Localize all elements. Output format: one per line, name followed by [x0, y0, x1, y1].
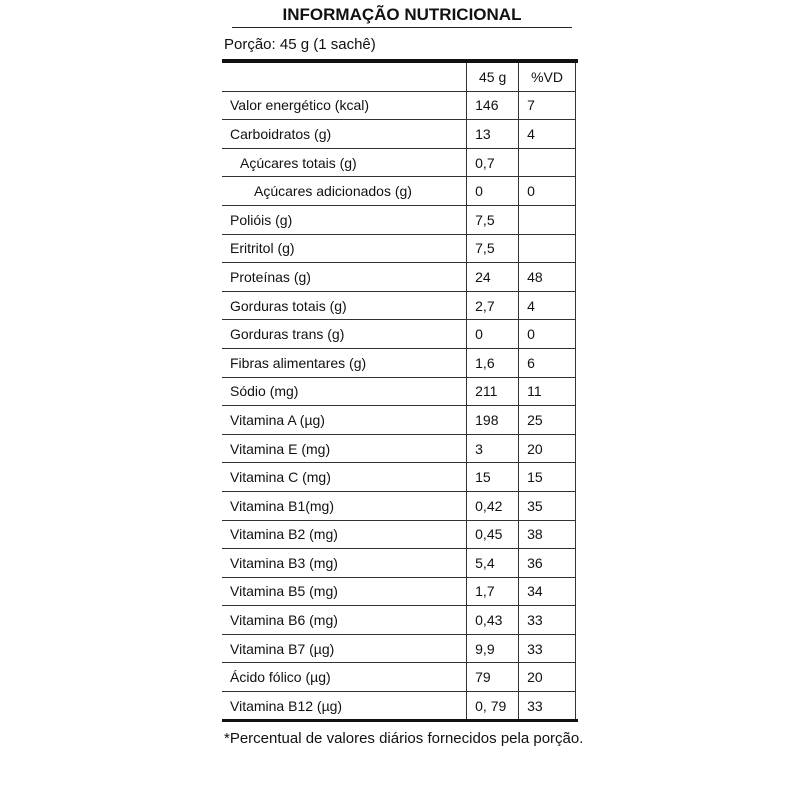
table-row: [222, 348, 576, 377]
table-row: [222, 320, 576, 349]
row-vd: 36: [519, 549, 576, 578]
row-label: Vitamina C (mg): [222, 463, 467, 492]
row-qty: 0: [467, 320, 519, 349]
table-row: [222, 634, 576, 663]
table-row: [222, 291, 576, 320]
table-row: [222, 263, 576, 292]
row-label: Polióis (g): [222, 205, 467, 234]
row-label: Vitamina A (µg): [222, 406, 467, 435]
row-vd: 35: [519, 491, 576, 520]
table-row: [222, 377, 576, 406]
table-row: [222, 91, 576, 120]
row-label: Vitamina B3 (mg): [222, 549, 467, 578]
row-vd: 38: [519, 520, 576, 549]
table-row: [222, 692, 576, 720]
row-vd: 15: [519, 463, 576, 492]
row-vd: 25: [519, 406, 576, 435]
row-label: Ácido fólico (µg): [222, 663, 467, 692]
row-label: Vitamina B5 (mg): [222, 577, 467, 606]
row-qty: 79: [467, 663, 519, 692]
table-row: [222, 177, 576, 206]
row-vd: 33: [519, 634, 576, 663]
row-vd: [519, 205, 576, 234]
header-vd: %VD: [519, 63, 576, 91]
row-vd: 33: [519, 606, 576, 635]
row-label: Vitamina B1(mg): [222, 491, 467, 520]
footnote: *Percentual de valores diários fornecidos pela porção.: [224, 730, 584, 747]
row-vd: 11: [519, 377, 576, 406]
row-label: Vitamina B7 (µg): [222, 634, 467, 663]
row-qty: 0,43: [467, 606, 519, 635]
row-label: Gorduras trans (g): [222, 320, 467, 349]
row-vd: [519, 148, 576, 177]
row-label: Vitamina E (mg): [222, 434, 467, 463]
nutrition-table: [222, 63, 576, 720]
row-label: Eritritol (g): [222, 234, 467, 263]
row-qty: 3: [467, 434, 519, 463]
row-qty: 5,4: [467, 549, 519, 578]
header-qty: 45 g: [467, 63, 519, 91]
row-qty: 0,45: [467, 520, 519, 549]
row-qty: 211: [467, 377, 519, 406]
table-header-row: [222, 63, 576, 91]
header-label-cell: [222, 63, 467, 91]
row-vd: 0: [519, 320, 576, 349]
row-qty: 7,5: [467, 234, 519, 263]
table-row: [222, 549, 576, 578]
row-qty: 13: [467, 120, 519, 149]
row-qty: 1,6: [467, 348, 519, 377]
row-qty: 24: [467, 263, 519, 292]
row-label: Vitamina B2 (mg): [222, 520, 467, 549]
table-row: [222, 520, 576, 549]
row-vd: 4: [519, 291, 576, 320]
row-label: Vitamina B6 (mg): [222, 606, 467, 635]
table-row: [222, 406, 576, 435]
table-title: INFORMAÇÃO NUTRICIONAL: [232, 5, 572, 28]
row-label: Fibras alimentares (g): [222, 348, 467, 377]
row-vd: 4: [519, 120, 576, 149]
row-qty: 15: [467, 463, 519, 492]
row-vd: 20: [519, 663, 576, 692]
table-row: [222, 606, 576, 635]
row-qty: 7,5: [467, 205, 519, 234]
row-qty: 0,42: [467, 491, 519, 520]
row-label: Valor energético (kcal): [222, 91, 467, 120]
row-vd: 48: [519, 263, 576, 292]
row-vd: 7: [519, 91, 576, 120]
table-row: [222, 148, 576, 177]
row-label: Açúcares totais (g): [222, 148, 467, 177]
row-qty: 198: [467, 406, 519, 435]
row-vd: 33: [519, 692, 576, 720]
table-row: [222, 205, 576, 234]
row-qty: 0, 79: [467, 692, 519, 720]
row-qty: 2,7: [467, 291, 519, 320]
table-row: [222, 491, 576, 520]
table-row: [222, 663, 576, 692]
row-vd: 20: [519, 434, 576, 463]
table-row: [222, 434, 576, 463]
table-row: [222, 120, 576, 149]
row-qty: 146: [467, 91, 519, 120]
table-row: [222, 234, 576, 263]
table-row: [222, 577, 576, 606]
row-qty: 0: [467, 177, 519, 206]
row-qty: 1,7: [467, 577, 519, 606]
row-qty: 9,9: [467, 634, 519, 663]
row-label: Proteínas (g): [222, 263, 467, 292]
row-label: Gorduras totais (g): [222, 291, 467, 320]
row-label: Açúcares adicionados (g): [222, 177, 467, 206]
row-label: Carboidratos (g): [222, 120, 467, 149]
bottom-divider: [222, 719, 578, 722]
row-vd: [519, 234, 576, 263]
row-label: Vitamina B12 (µg): [222, 692, 467, 720]
row-qty: 0,7: [467, 148, 519, 177]
row-vd: 34: [519, 577, 576, 606]
row-label: Sódio (mg): [222, 377, 467, 406]
portion-size: Porção: 45 g (1 sachê): [224, 36, 376, 53]
row-vd: 0: [519, 177, 576, 206]
row-vd: 6: [519, 348, 576, 377]
table-row: [222, 463, 576, 492]
